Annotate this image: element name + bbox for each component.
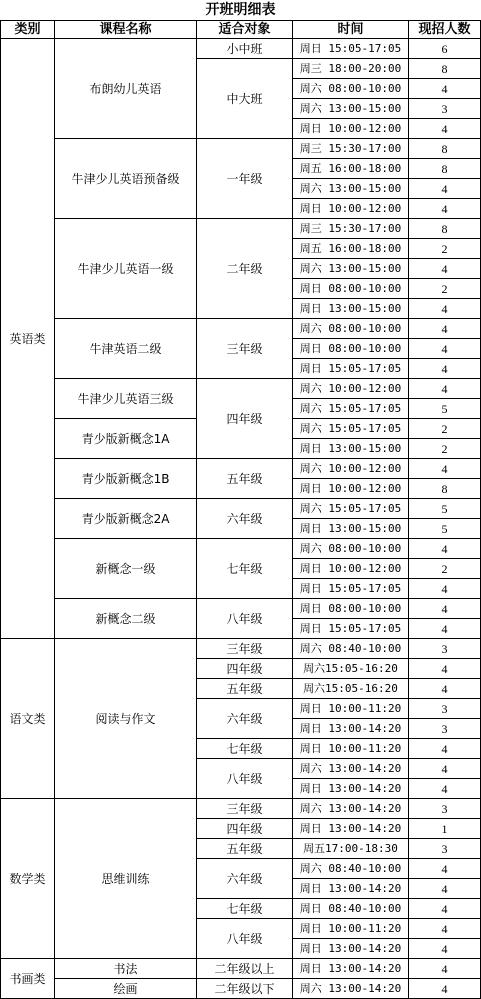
target-cell: 八年级 xyxy=(197,599,293,639)
table-row xyxy=(1,139,481,159)
time-cell: 周日 13:00-15:00 xyxy=(293,519,409,539)
target-cell: 八年级 xyxy=(197,759,293,799)
course-name-cell: 牛津少儿英语一级 xyxy=(55,219,197,319)
count-cell: 2 xyxy=(409,239,481,259)
time-cell: 周六 13:00-14:20 xyxy=(293,759,409,779)
course-name-cell: 新概念一级 xyxy=(55,539,197,599)
time-cell: 周六 08:40-10:00 xyxy=(293,859,409,879)
course-name-cell: 牛津英语二级 xyxy=(55,319,197,379)
time-cell: 周日 15:05-17:05 xyxy=(293,579,409,599)
header-target: 适合对象 xyxy=(197,21,293,39)
count-cell: 8 xyxy=(409,59,481,79)
time-cell: 周日 10:00-12:00 xyxy=(293,119,409,139)
count-cell: 3 xyxy=(409,719,481,739)
time-cell: 周日 10:00-12:00 xyxy=(293,479,409,499)
target-cell: 七年级 xyxy=(197,539,293,599)
count-cell: 4 xyxy=(409,179,481,199)
time-cell: 周三 18:00-20:00 xyxy=(293,59,409,79)
header-time: 时间 xyxy=(293,21,409,39)
count-cell: 4 xyxy=(409,939,481,959)
count-cell: 4 xyxy=(409,899,481,919)
count-cell: 3 xyxy=(409,799,481,819)
count-cell: 5 xyxy=(409,499,481,519)
count-cell: 4 xyxy=(409,919,481,939)
target-cell: 六年级 xyxy=(197,699,293,739)
count-cell: 4 xyxy=(409,979,481,999)
time-cell: 周日 10:00-11:20 xyxy=(293,699,409,719)
target-cell: 四年级 xyxy=(197,659,293,679)
count-cell: 5 xyxy=(409,399,481,419)
target-cell: 三年级 xyxy=(197,799,293,819)
count-cell: 4 xyxy=(409,779,481,799)
table-row xyxy=(1,599,481,619)
count-cell: 4 xyxy=(409,579,481,599)
course-name-cell: 牛津少儿英语预备级 xyxy=(55,139,197,219)
table-row xyxy=(1,539,481,559)
count-cell: 3 xyxy=(409,639,481,659)
course-name-cell: 青少版新概念1B xyxy=(55,459,197,499)
target-cell: 二年级以上 xyxy=(197,959,293,979)
count-cell: 4 xyxy=(409,259,481,279)
target-cell: 五年级 xyxy=(197,679,293,699)
time-cell: 周三 15:30-17:00 xyxy=(293,219,409,239)
target-cell: 中大班 xyxy=(197,59,293,139)
time-cell: 周日 13:00-14:20 xyxy=(293,779,409,799)
course-schedule-table xyxy=(0,20,481,999)
time-cell: 周六 13:00-15:00 xyxy=(293,179,409,199)
target-cell: 八年级 xyxy=(197,919,293,959)
count-cell: 4 xyxy=(409,119,481,139)
time-cell: 周六 10:00-12:00 xyxy=(293,459,409,479)
table-row xyxy=(1,979,481,999)
time-cell: 周日 08:00-10:00 xyxy=(293,339,409,359)
count-cell: 4 xyxy=(409,299,481,319)
table-row xyxy=(1,959,481,979)
time-cell: 周六 08:40-10:00 xyxy=(293,639,409,659)
count-cell: 4 xyxy=(409,199,481,219)
time-cell: 周日 13:00-14:20 xyxy=(293,959,409,979)
time-cell: 周日 13:00-14:20 xyxy=(293,939,409,959)
count-cell: 4 xyxy=(409,959,481,979)
category-cell: 语文类 xyxy=(1,639,55,799)
count-cell: 3 xyxy=(409,99,481,119)
count-cell: 8 xyxy=(409,479,481,499)
time-cell: 周六 13:00-15:00 xyxy=(293,99,409,119)
time-cell: 周六15:05-16:20 xyxy=(293,659,409,679)
time-cell: 周六 13:00-14:20 xyxy=(293,799,409,819)
count-cell: 4 xyxy=(409,79,481,99)
time-cell: 周日 13:00-14:20 xyxy=(293,879,409,899)
count-cell: 4 xyxy=(409,879,481,899)
target-cell: 三年级 xyxy=(197,319,293,379)
header-row xyxy=(1,21,481,39)
table-row xyxy=(1,219,481,239)
target-cell: 七年级 xyxy=(197,739,293,759)
table-row xyxy=(1,799,481,819)
course-name-cell: 青少版新概念1A xyxy=(55,419,197,459)
category-cell: 书画类 xyxy=(1,959,55,999)
count-cell: 4 xyxy=(409,759,481,779)
time-cell: 周六 08:00-10:00 xyxy=(293,539,409,559)
count-cell: 4 xyxy=(409,539,481,559)
time-cell: 周五 16:00-18:00 xyxy=(293,239,409,259)
time-cell: 周日 13:00-14:20 xyxy=(293,719,409,739)
table-row xyxy=(1,499,481,519)
time-cell: 周六 08:00-10:00 xyxy=(293,319,409,339)
time-cell: 周日 10:00-12:00 xyxy=(293,559,409,579)
count-cell: 8 xyxy=(409,139,481,159)
target-cell: 五年级 xyxy=(197,459,293,499)
time-cell: 周日 10:00-12:00 xyxy=(293,199,409,219)
count-cell: 4 xyxy=(409,459,481,479)
time-cell: 周日 08:40-10:00 xyxy=(293,899,409,919)
course-name-cell: 思维训练 xyxy=(55,799,197,959)
time-cell: 周日 10:00-11:20 xyxy=(293,919,409,939)
header-course-name: 课程名称 xyxy=(55,21,197,39)
count-cell: 4 xyxy=(409,319,481,339)
category-cell: 英语类 xyxy=(1,39,55,639)
count-cell: 4 xyxy=(409,659,481,679)
course-name-cell: 阅读与作文 xyxy=(55,639,197,799)
target-cell: 四年级 xyxy=(197,379,293,459)
target-cell: 六年级 xyxy=(197,499,293,539)
time-cell: 周三 15:30-17:00 xyxy=(293,139,409,159)
time-cell: 周日 15:05-17:05 xyxy=(293,39,409,59)
count-cell: 4 xyxy=(409,359,481,379)
count-cell: 4 xyxy=(409,599,481,619)
count-cell: 4 xyxy=(409,619,481,639)
count-cell: 2 xyxy=(409,279,481,299)
count-cell: 2 xyxy=(409,439,481,459)
count-cell: 2 xyxy=(409,559,481,579)
count-cell: 4 xyxy=(409,339,481,359)
time-cell: 周五 16:00-18:00 xyxy=(293,159,409,179)
time-cell: 周日 10:00-11:20 xyxy=(293,739,409,759)
time-cell: 周六 13:00-15:00 xyxy=(293,259,409,279)
target-cell: 七年级 xyxy=(197,899,293,919)
target-cell: 二年级 xyxy=(197,219,293,319)
count-cell: 4 xyxy=(409,379,481,399)
count-cell: 3 xyxy=(409,699,481,719)
table-row xyxy=(1,379,481,399)
course-name-cell: 青少版新概念2A xyxy=(55,499,197,539)
count-cell: 8 xyxy=(409,219,481,239)
table-row xyxy=(1,459,481,479)
course-name-cell: 绘画 xyxy=(55,979,197,999)
header-category: 类别 xyxy=(1,21,55,39)
target-cell: 小中班 xyxy=(197,39,293,59)
time-cell: 周日 08:00-10:00 xyxy=(293,279,409,299)
time-cell: 周六 10:00-12:00 xyxy=(293,379,409,399)
course-name-cell: 布朗幼儿英语 xyxy=(55,39,197,139)
count-cell: 1 xyxy=(409,819,481,839)
target-cell: 四年级 xyxy=(197,819,293,839)
count-cell: 8 xyxy=(409,159,481,179)
time-cell: 周六 15:05-17:05 xyxy=(293,399,409,419)
time-cell: 周日 15:05-17:05 xyxy=(293,359,409,379)
target-cell: 五年级 xyxy=(197,839,293,859)
count-cell: 4 xyxy=(409,679,481,699)
time-cell: 周六 15:05-17:05 xyxy=(293,499,409,519)
table-row xyxy=(1,39,481,59)
time-cell: 周六15:05-16:20 xyxy=(293,679,409,699)
time-cell: 周日 13:00-15:00 xyxy=(293,439,409,459)
time-cell: 周日 08:00-10:00 xyxy=(293,599,409,619)
course-name-cell: 书法 xyxy=(55,959,197,979)
time-cell: 周六 15:05-17:05 xyxy=(293,419,409,439)
target-cell: 三年级 xyxy=(197,639,293,659)
count-cell: 6 xyxy=(409,39,481,59)
time-cell: 周六 13:00-14:20 xyxy=(293,979,409,999)
time-cell: 周五17:00-18:30 xyxy=(293,839,409,859)
time-cell: 周日 13:00-14:20 xyxy=(293,819,409,839)
count-cell: 5 xyxy=(409,519,481,539)
course-name-cell: 新概念二级 xyxy=(55,599,197,639)
count-cell: 4 xyxy=(409,739,481,759)
course-name-cell: 牛津少儿英语三级 xyxy=(55,379,197,419)
header-count: 现招人数 xyxy=(409,21,481,39)
category-cell: 数学类 xyxy=(1,799,55,959)
count-cell: 4 xyxy=(409,859,481,879)
count-cell: 3 xyxy=(409,839,481,859)
time-cell: 周六 08:00-10:00 xyxy=(293,79,409,99)
target-cell: 二年级以下 xyxy=(197,979,293,999)
time-cell: 周日 15:05-17:05 xyxy=(293,619,409,639)
table-row xyxy=(1,319,481,339)
target-cell: 一年级 xyxy=(197,139,293,219)
target-cell: 六年级 xyxy=(197,859,293,899)
table-row xyxy=(1,639,481,659)
table-title: 开班明细表 xyxy=(205,2,276,18)
time-cell: 周日 13:00-15:00 xyxy=(293,299,409,319)
count-cell: 2 xyxy=(409,419,481,439)
